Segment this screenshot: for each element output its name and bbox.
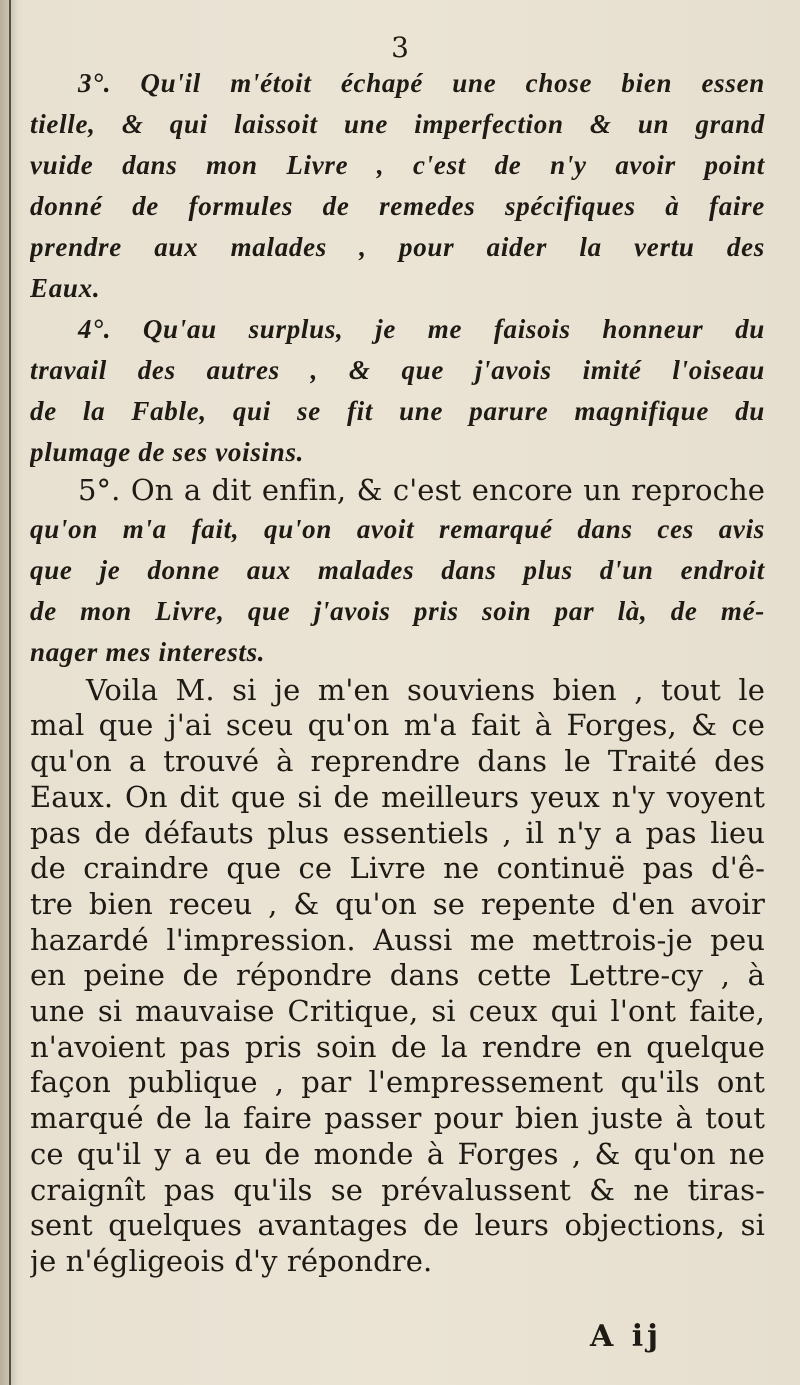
text-line: tre bien receu , & qu'on se repente d'en avoir — [30, 886, 765, 921]
text-line: Eaux. — [30, 273, 101, 303]
text-line: donné de formules de remedes spécifiques à faire — [30, 191, 765, 221]
text-line: qu'on m'a fait, qu'on avoit remarqué dans ces avis — [30, 513, 765, 544]
text-line: hazardé l'impression. Aussi me mettrois-je peu — [30, 922, 765, 957]
text-line: tielle, & qui laissoit une imperfection & un grand — [30, 109, 765, 139]
text-line: une si mauvaise Critique, si ceux qui l'ont faite, — [30, 994, 765, 1029]
text-line: de mon Livre, que j'avois pris soin par là, de mé- — [30, 595, 765, 626]
text-line: Eaux. On dit que si de meilleurs yeux n'y voyent — [30, 779, 765, 814]
text-line: vuide dans mon Livre , c'est de n'y avoir point — [30, 150, 765, 180]
text-line: de la Fable, qui se fit une parure magnifique du — [30, 396, 765, 426]
text-line: sent quelques avantages de leurs objections, si — [30, 1208, 765, 1243]
text-line: en peine de répondre dans cette Lettre-cy , à — [30, 958, 765, 993]
text-line: craignît pas qu'ils se prévalussent & ne tiras- — [30, 1172, 765, 1207]
text-line: mal que j'ai sceu qu'on m'a fait à Forges, & ce — [30, 708, 765, 743]
page-number: 3 — [391, 31, 409, 64]
text-line: 4°. Qu'au surplus, je me faisois honneur du — [78, 314, 765, 344]
text-line: prendre aux malades , pour aider la vertu des — [30, 232, 765, 262]
text-line: marqué de la faire passer pour bien juste à tout — [30, 1101, 765, 1136]
text-line: 3°. Qu'il m'étoit échapé une chose bien essen — [78, 68, 765, 98]
text-line: pas de défauts plus essentiels , il n'y a pas lieu — [30, 815, 765, 850]
text-line: ce qu'il y a eu de monde à Forges , & qu'on ne — [30, 1136, 765, 1171]
text-line: Voila M. si je m'en souviens bien , tout le — [86, 672, 765, 707]
margin-rule — [9, 0, 11, 1385]
text-line: 5°. On a dit enfin, & c'est encore un reproche — [78, 473, 765, 507]
text-line: qu'on a trouvé à reprendre dans le Traité des — [30, 744, 765, 779]
signature-mark: A ij — [590, 1319, 662, 1354]
text-line: travail des autres , & que j'avois imité l'oiseau — [30, 355, 765, 385]
text-line: je n'égligeois d'y répondre. — [30, 1243, 433, 1278]
page-text — [30, 63, 765, 1280]
text-line: de craindre que ce Livre ne continuë pas d'ê- — [30, 851, 765, 886]
text-line: façon publique , par l'empressement qu'ils ont — [30, 1065, 765, 1100]
text-line: plumage de ses voisins. — [30, 437, 305, 467]
text-line: n'avoient pas pris soin de la rendre en quelque — [30, 1029, 765, 1064]
text-line: que je donne aux malades dans plus d'un endroit — [30, 554, 765, 585]
text-line: nager mes interests. — [30, 636, 266, 667]
